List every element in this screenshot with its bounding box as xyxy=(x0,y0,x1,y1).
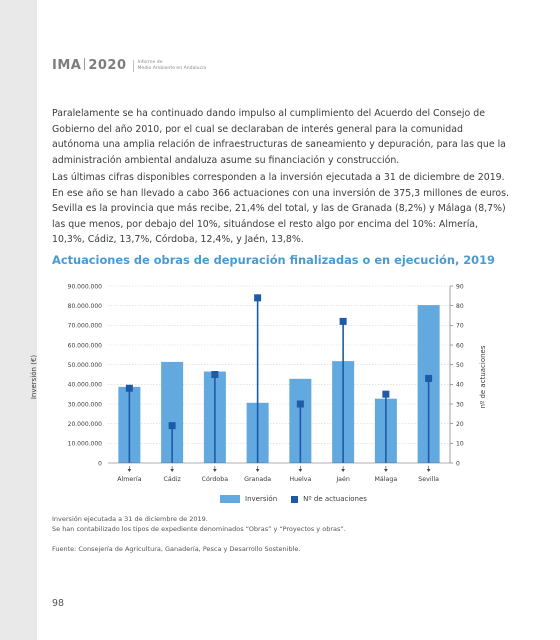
actuaciones-marker xyxy=(382,391,389,398)
logo-subtitle-line1: Informe de xyxy=(137,59,163,65)
actuaciones-marker xyxy=(254,294,261,301)
x-tick-arrow xyxy=(170,469,174,472)
y-left-axis-label: Inversión (€) xyxy=(30,354,38,400)
y-right-tick-label: 20 xyxy=(456,420,464,428)
y-left-tick-label: 90.000.000 xyxy=(67,283,102,291)
x-tick-arrow xyxy=(256,469,260,472)
y-right-tick-label: 30 xyxy=(456,401,464,409)
chart-note-2: Se han contabilizado los tipos de expediente denominados “Obras” y “Proyectos y obras”. xyxy=(52,525,346,533)
actuaciones-marker xyxy=(297,401,304,408)
x-category-label: Jaén xyxy=(336,476,350,483)
x-category-label: Granada xyxy=(244,476,272,483)
logo-subtitle xyxy=(133,60,207,72)
x-tick-arrow xyxy=(128,469,132,472)
x-category-label: Sevilla xyxy=(418,476,439,483)
actuaciones-marker xyxy=(211,371,218,378)
x-category-label: Almería xyxy=(117,476,142,483)
y-left-tick-label: 70.000.000 xyxy=(67,322,102,330)
y-left-tick-label: 20.000.000 xyxy=(67,420,102,428)
x-category-label: Málaga xyxy=(374,476,398,483)
y-right-tick-label: 40 xyxy=(456,381,464,389)
actuaciones-marker xyxy=(340,318,347,325)
x-category-label: Córdoba xyxy=(201,476,229,483)
chart-note-1: Inversión ejecutada a 31 de diciembre de 2019. xyxy=(52,515,208,523)
page-number: 98 xyxy=(52,598,65,609)
y-right-tick-label: 70 xyxy=(456,322,464,330)
y-right-tick-label: 90 xyxy=(456,283,464,291)
logo-wordmark xyxy=(52,58,127,73)
chart-legend xyxy=(220,495,367,503)
y-left-tick-label: 40.000.000 xyxy=(67,381,102,389)
chart-title: Actuaciones de obras de depuración finalizadas o en ejecución, 2019 xyxy=(52,253,495,267)
investment-chart xyxy=(30,278,500,488)
logo-subtitle-line2: Medio Ambiente en Andalucía xyxy=(137,65,207,71)
legend-point-label: Nº de actuaciones xyxy=(303,495,367,503)
x-tick-arrow xyxy=(341,469,345,472)
y-right-axis-label: nº de actuaciones xyxy=(479,345,487,409)
logo-divider xyxy=(84,58,85,70)
actuaciones-marker xyxy=(169,422,176,429)
y-left-tick-label: 80.000.000 xyxy=(67,302,102,310)
y-right-tick-label: 0 xyxy=(456,460,460,468)
legend-bar-swatch xyxy=(220,495,240,503)
body-paragraph-1: Paralelamente se ha continuado dando impulso al cumplimiento del Acuerdo del Consejo de Gobierno del año 2010, por el cual se declaraban de interés general para la comunidad autónoma una amplia relación de infraestructuras de saneamiento y depuración, para las que la administración ambiental andaluza asume su financiación y construcción. xyxy=(52,108,506,166)
report-logo xyxy=(52,58,206,73)
x-category-label: Cádiz xyxy=(163,476,181,483)
y-right-tick-label: 80 xyxy=(456,302,464,310)
y-left-tick-label: 10.000.000 xyxy=(67,440,102,448)
legend-bar-label: Inversión xyxy=(245,495,278,503)
chart-source: Fuente: Consejería de Agricultura, Ganadería, Pesca y Desarrollo Sostenible. xyxy=(52,545,301,553)
actuaciones-marker xyxy=(425,375,432,382)
body-paragraph-2: Las últimas cifras disponibles corresponden a la inversión ejecutada a 31 de diciembre de 2019. En ese año se han llevado a cabo 366 actuaciones con una inversión de 375,3 millones de euros. Sevilla es la provincia que más recibe, 21,4% del total, y las de Granada (8,2%) y Málaga (8,7%) las que menos, por debajo del 10%, situándose el resto algo por encima del 10%: Almería, 10,3%, Cádiz, 13,7%, Córdoba, 12,4%, y Jaén, 13,8%. xyxy=(52,172,510,246)
actuaciones-marker xyxy=(126,385,133,392)
y-left-tick-label: 50.000.000 xyxy=(67,361,102,369)
y-left-tick-label: 0 xyxy=(98,460,102,468)
x-tick-arrow xyxy=(427,469,431,472)
x-category-label: Huelva xyxy=(289,476,312,483)
logo-year: 2020 xyxy=(88,58,127,73)
logo-name: IMA xyxy=(52,58,82,73)
x-tick-arrow xyxy=(384,469,388,472)
legend-point-swatch xyxy=(291,496,298,503)
x-tick-arrow xyxy=(299,469,303,472)
y-right-tick-label: 10 xyxy=(456,440,464,448)
y-right-tick-label: 60 xyxy=(456,342,464,350)
x-tick-arrow xyxy=(213,469,217,472)
y-left-tick-label: 60.000.000 xyxy=(67,342,102,350)
y-right-tick-label: 50 xyxy=(456,361,464,369)
y-left-tick-label: 30.000.000 xyxy=(67,401,102,409)
